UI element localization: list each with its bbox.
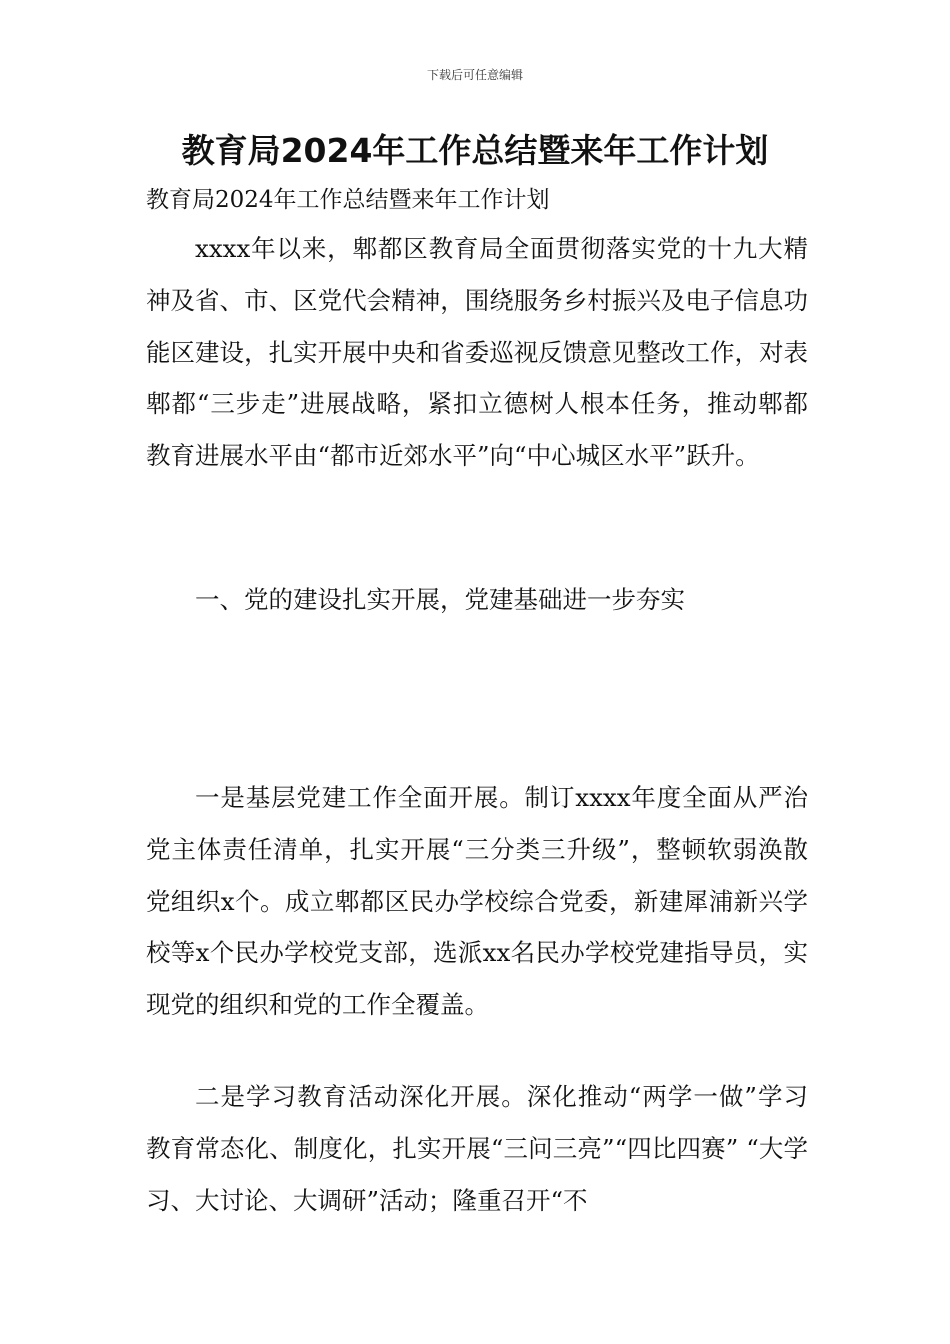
body-paragraph: 一是基层党建工作全面开展。制订xxxx年度全面从严治党主体责任清单，扎实开展“三分类三升级”，整顿软弱涣散党组织x个。成立郫都区民办学校综合党委，新建犀浦新兴学校等x个民办学校党支部，选派xx名民办学校党建指导员，实现党的组织和党的工作全覆盖。 xyxy=(146,783,808,1020)
document-title: 教育局2024年工作总结暨来年工作计划 xyxy=(181,131,769,170)
section-heading: 一、党的建设扎实开展，党建基础进一步夯实 xyxy=(195,585,685,614)
document-subtitle: 教育局2024年工作总结暨来年工作计划 xyxy=(146,187,550,213)
body-paragraph: 二是学习教育活动深化开展。深化推动“两学一做”学习教育常态化、制度化，扎实开展“三问三亮”“四比四赛” “大学习、大讨论、大调研”活动；隆重召开“不 xyxy=(146,1082,808,1215)
intro-paragraph: xxxx年以来，郫都区教育局全面贯彻落实党的十九大精神及省、市、区党代会精神，围绕服务乡村振兴及电子信息功能区建设，扎实开展中央和省委巡视反馈意见整改工作，对表郫都“三步走”进展战略，紧扣立德树人根本任务，推动郫都教育进展水平由“都市近郊水平”向“中心城区水平”跃升。 xyxy=(146,234,808,471)
header-note: 下载后可任意编辑 xyxy=(426,68,523,82)
